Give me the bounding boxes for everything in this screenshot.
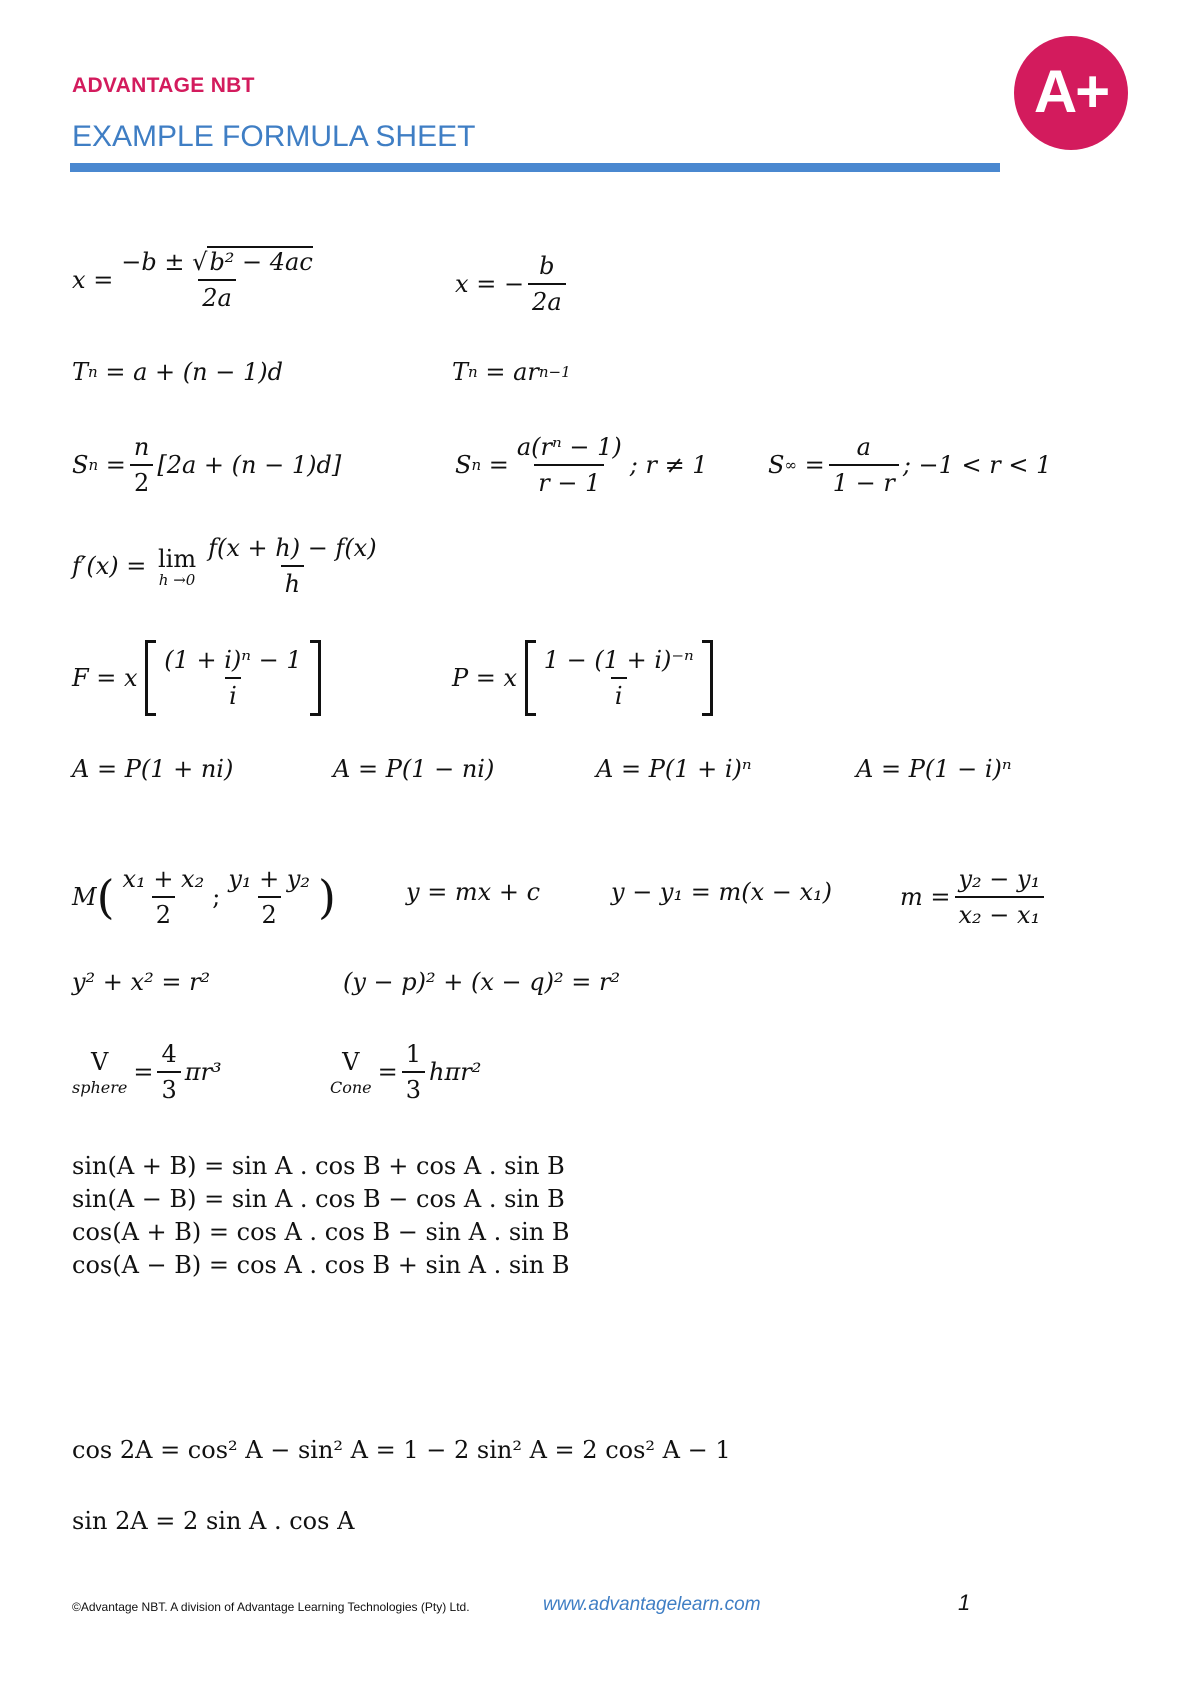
- compound-depreciation-formula: A = P(1 − i)ⁿ: [856, 755, 1012, 783]
- gradient-formula: m = $\frac{\text{y₂ − y₁}}{\text{x₂ − x₁}}$: [900, 865, 1048, 929]
- circle-origin-formula: y² + x² = r²: [72, 968, 211, 996]
- double-angle-sin: sin 2A = 2 sin A . cos A: [72, 1507, 355, 1535]
- brand-name: ADVANTAGE NBT: [72, 74, 255, 97]
- geometric-term-formula: T n = ar n−1: [452, 358, 571, 386]
- compound-interest-formula: A = P(1 + i)ⁿ: [596, 755, 752, 783]
- compound-angle-cos-sum: cos(A + B) = cos A . cos B − sin A . sin B: [72, 1218, 570, 1246]
- future-value-formula: F = x $\frac{\text{(1 + i)ⁿ − 1}}{i}$: [72, 640, 321, 716]
- logo-badge: [1014, 36, 1128, 150]
- simple-depreciation-formula: A = P(1 − ni): [333, 755, 495, 783]
- turning-point-formula: x = − $\frac{b}{2a}$: [455, 252, 570, 316]
- title-underline: [70, 163, 1000, 172]
- page-number: 1: [958, 1590, 971, 1615]
- arithmetic-sum-formula: S n = $\frac{n}{2}$ [2a + (n − 1)d]: [72, 433, 342, 497]
- logo-text: A+: [1033, 57, 1109, 125]
- page-title: EXAMPLE FORMULA SHEET: [72, 120, 476, 153]
- footer-copyright: ©Advantage NBT. A division of Advantage Learning Technologies (Pty) Ltd.: [72, 1600, 470, 1614]
- present-value-formula: P = x $\frac{\text{1 − (1 + i)⁻ⁿ}}{i}$: [452, 640, 713, 716]
- point-slope-formula: y − y₁ = m(x − x₁): [611, 878, 833, 906]
- sphere-volume-formula: V sphere = $\frac{4}{3}$ πr³: [72, 1040, 222, 1104]
- geometric-sum-formula: S n = $\frac{\text{a(rⁿ − 1)}}{r - 1}$ ; r ≠ 1: [455, 433, 708, 497]
- midpoint-formula: M ( $\frac{\text{x₁ + x₂}}{2}$ ; $\frac{\text{y₁ + y₂}}{2}$ ): [72, 865, 336, 929]
- arithmetic-term-formula: T n = a + (n − 1)d: [72, 358, 283, 386]
- footer-website-link[interactable]: www.advantagelearn.com: [543, 1594, 761, 1615]
- compound-angle-sin-sum: sin(A + B) = sin A . cos B + cos A . sin B: [72, 1152, 565, 1180]
- circle-general-formula: (y − p)² + (x − q)² = r²: [343, 968, 621, 996]
- infinite-sum-formula: S ∞ = $\frac{a}{1 - r}$ ; −1 < r < 1: [768, 433, 1052, 497]
- quadratic-formula: x = $\frac{\text{−b ± √b² − 4ac}}{2a}$: [72, 248, 313, 312]
- compound-angle-sin-diff: sin(A − B) = sin A . cos B − cos A . sin B: [72, 1185, 565, 1213]
- double-angle-cos: cos 2A = cos² A − sin² A = 1 − 2 sin² A = 2 cos² A − 1: [72, 1436, 731, 1464]
- cone-volume-formula: V Cone = $\frac{1}{3}$ hπr²: [330, 1040, 482, 1104]
- simple-interest-formula: A = P(1 + ni): [72, 755, 234, 783]
- derivative-formula: f′(x) = lim h →0 $\frac{f(x + h) - f(x)}{h}$: [72, 534, 377, 598]
- compound-angle-cos-diff: cos(A − B) = cos A . cos B + sin A . sin B: [72, 1251, 570, 1279]
- straight-line-formula: y = mx + c: [406, 878, 541, 906]
